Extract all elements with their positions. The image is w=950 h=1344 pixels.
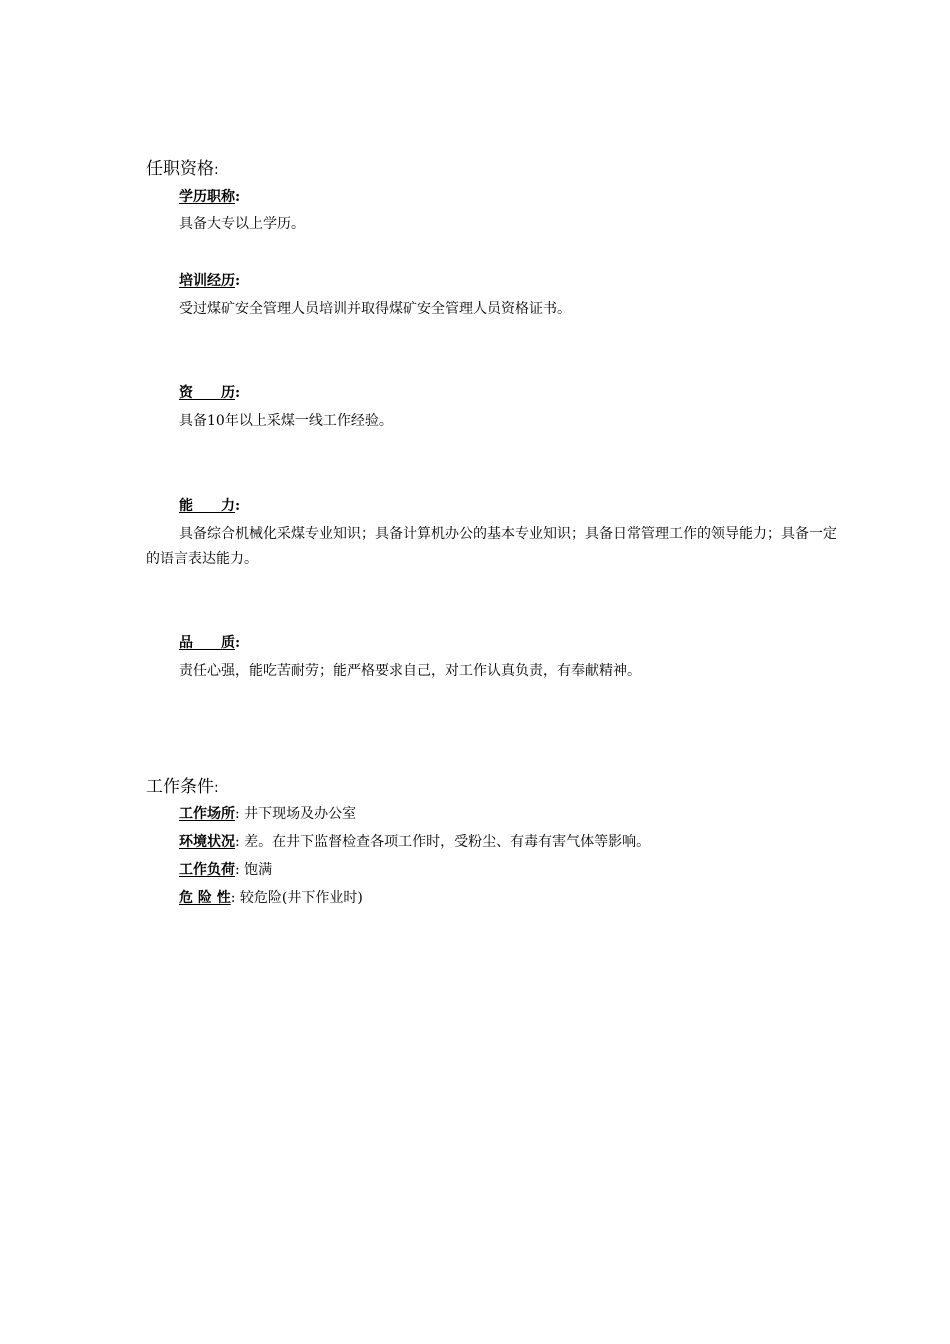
ability-colon: : bbox=[235, 498, 241, 514]
education-colon: : bbox=[235, 189, 241, 205]
education-text: 具备大专以上学历。 bbox=[179, 216, 305, 232]
training-text: 受过煤矿安全管理人员培训并取得煤矿安全管理人员资格证书。 bbox=[179, 301, 571, 317]
character-text: 责任心强，能吃苦耐劳；能严格要求自己，对工作认真负责，有奉献精神。 bbox=[179, 663, 641, 679]
experience-colon: : bbox=[235, 385, 241, 401]
training-colon: : bbox=[235, 273, 241, 289]
character-label: 品 质 bbox=[179, 635, 235, 651]
experience-text: 具备10年以上采煤一线工作经验。 bbox=[179, 413, 393, 429]
training-label: 培训经历 bbox=[179, 273, 235, 289]
condition-value: : 饱满 bbox=[235, 862, 273, 878]
ability-label: 能 力 bbox=[179, 498, 235, 514]
character-colon: : bbox=[235, 635, 241, 651]
condition-value: : 较危险(井下作业时) bbox=[230, 890, 363, 906]
education-label: 学历职称 bbox=[179, 189, 235, 205]
condition-value: : 差。在井下监督检查各项工作时，受粉尘、有毒有害气体等影响。 bbox=[235, 834, 651, 850]
work-conditions-colon: : bbox=[214, 780, 219, 796]
condition-row-workplace bbox=[179, 804, 356, 824]
condition-label: 环境状况 bbox=[179, 834, 235, 850]
ability-text: 具备综合机械化采煤专业知识；具备计算机办公的基本专业知识；具备日常管理工作的领导能力；具备一定的语言表达能力。 bbox=[146, 526, 837, 567]
ability-subhead bbox=[179, 496, 240, 516]
condition-row-environment bbox=[179, 832, 650, 852]
condition-row-danger bbox=[179, 888, 363, 908]
education-subhead bbox=[179, 187, 240, 207]
qualifications-title: 任职资格 bbox=[146, 159, 214, 179]
condition-row-workload bbox=[179, 860, 272, 880]
work-conditions-title: 工作条件 bbox=[146, 777, 214, 797]
condition-label: 危 险 性 bbox=[179, 890, 231, 906]
condition-label: 工作场所 bbox=[179, 806, 235, 822]
experience-subhead bbox=[179, 383, 240, 403]
work-conditions-heading bbox=[146, 776, 219, 799]
experience-label: 资 历 bbox=[179, 385, 235, 401]
character-subhead bbox=[179, 633, 240, 653]
qualifications-heading bbox=[146, 158, 219, 181]
qualifications-colon: : bbox=[214, 162, 219, 178]
condition-label: 工作负荷 bbox=[179, 862, 235, 878]
training-subhead bbox=[179, 271, 240, 291]
condition-value: : 井下现场及办公室 bbox=[235, 806, 357, 822]
